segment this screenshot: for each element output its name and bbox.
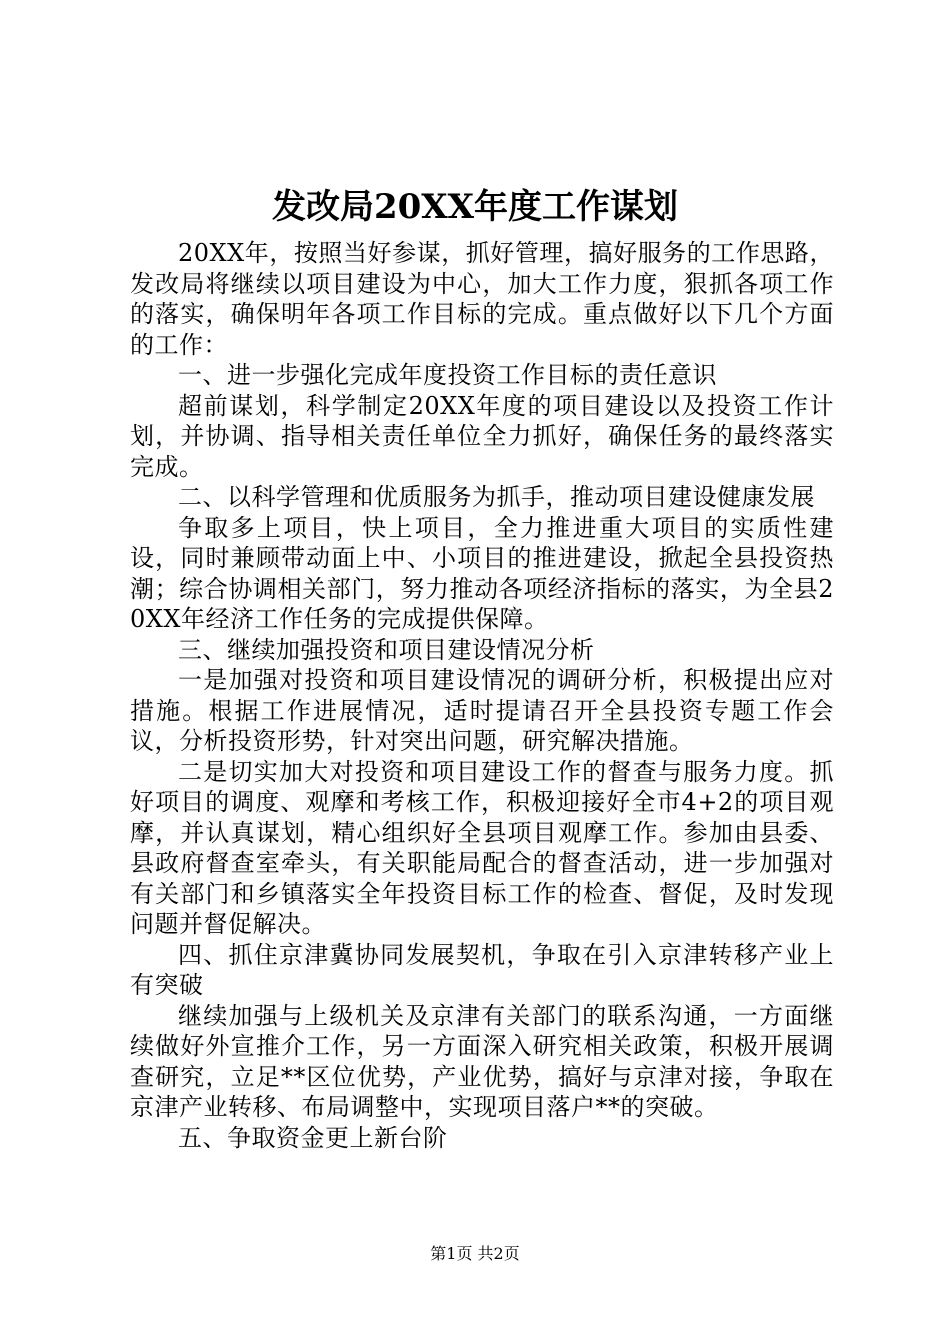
paragraph-intro: 20XX年，按照当好参谋，抓好管理，搞好服务的工作思路，发改局将继续以项目建设为中心，加大工作力度，狠抓各项工作的落实，确保明年各项工作目标的完成。重点做好以下几个方面的工作：	[130, 239, 834, 359]
document-body	[130, 238, 834, 1153]
section-heading-4: 四、抓住京津冀协同发展契机，争取在引入京津转移产业上有突破	[130, 940, 834, 999]
page-footer: 第1页 共2页	[430, 1244, 520, 1263]
section-heading-3: 三、继续加强投资和项目建设情况分析	[178, 635, 595, 664]
paragraph-section-3b: 二是切实加大对投资和项目建设工作的督查与服务力度。抓好项目的调度、观摩和考核工作，积极迎接好全市4+2的项目观摩，并认真谋划，精心组织好全县项目观摩工作。参加由县委、县政府督查室牵头，有关职能局配合的督查活动，进一步加强对有关部门和乡镇落实全年投资目标工作的检查、督促，及时发现问题并督促解决。	[130, 757, 834, 938]
document-title: 发改局20XX年度工作谋划	[271, 187, 679, 227]
paragraph-section-4: 继续加强与上级机关及京津有关部门的联系沟通，一方面继续做好外宣推介工作，另一方面深入研究相关政策，积极开展调查研究，立足**区位优势，产业优势，搞好与京津对接，争取在京津产业转移、布局调整中，实现项目落户**的突破。	[130, 1001, 834, 1121]
section-heading-5: 五、争取资金更上新台阶	[178, 1123, 448, 1152]
paragraph-section-2: 争取多上项目，快上项目，全力推进重大项目的实质性建设，同时兼顾带动面上中、小项目的推进建设，掀起全县投资热潮；综合协调相关部门，努力推动各项经济指标的落实，为全县20XX年经济工作任务的完成提供保障。	[130, 513, 834, 633]
paragraph-section-1: 超前谋划，科学制定20XX年度的项目建设以及投资工作计划，并协调、指导相关责任单位全力抓好，确保任务的最终落实完成。	[130, 391, 834, 481]
section-heading-1: 一、进一步强化完成年度投资工作目标的责任意识	[178, 361, 717, 389]
section-heading-2: 二、以科学管理和优质服务为抓手，推动项目建设健康发展	[178, 483, 815, 511]
paragraph-section-3a: 一是加强对投资和项目建设情况的调研分析，积极提出应对措施。根据工作进展情况，适时提请召开全县投资专题工作会议，分析投资形势，针对突出问题，研究解决措施。	[130, 666, 834, 755]
